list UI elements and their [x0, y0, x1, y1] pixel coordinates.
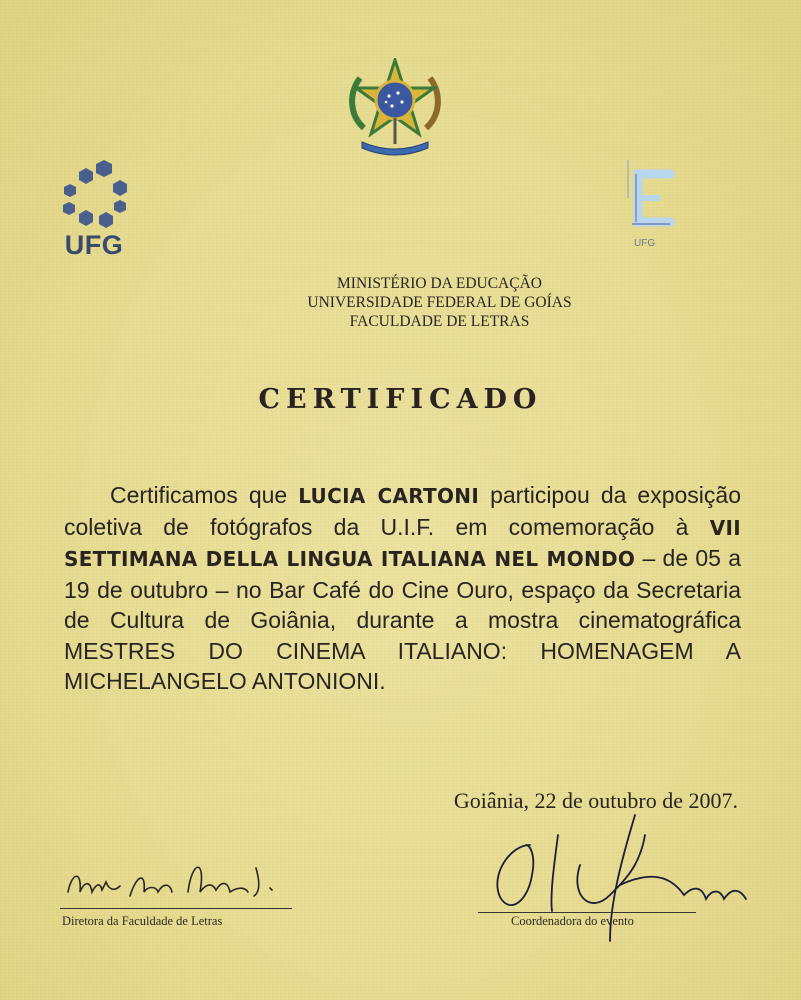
- place-and-date: Goiânia, 22 de outubro de 2007.: [453, 788, 738, 813]
- faculty-logo-text: UFG: [634, 238, 656, 249]
- coordinator-label: Coordenadora do evento: [511, 914, 634, 928]
- recipient-name: LUCIA CARTONI: [298, 484, 480, 508]
- certificate-body: [64, 480, 741, 697]
- body-middle: participou da exposição coletiva de fotógrafos da U.I.F. em comemoração à: [64, 482, 741, 540]
- certificate-title: CERTIFICADO: [258, 384, 543, 415]
- brazil-coat-of-arms-icon: [342, 58, 448, 158]
- faculty-letter-logo-icon: [618, 158, 680, 238]
- header-ministry: MINISTÉRIO DA EDUCAÇÃO: [337, 275, 542, 292]
- ufg-logo-text: UFG: [64, 230, 124, 260]
- coordinator-signature: [470, 805, 755, 955]
- header-university: UNIVERSIDADE FEDERAL DE GOÍAS: [307, 294, 572, 311]
- ufg-logo: [56, 158, 132, 268]
- ufg-hexagon-logo-icon: [56, 158, 132, 230]
- director-label: Diretora da Faculdade de Letras: [62, 914, 223, 928]
- body-end: – de 05 a 19 de outubro – no Bar Café do Cine Ouro, espaço da Secretaria de Cultura de Goiânia, durante a mostra cinematográfica MESTRES DO CINEMA ITALIANO: HOMENAGEM A MICHELANGELO ANTONIONI.: [64, 545, 741, 694]
- director-signature-line: [60, 908, 292, 909]
- body-intro: Certificamos que: [110, 482, 299, 508]
- event-name: VII SETTIMANA DELLA LINGUA ITALIANA NEL MONDO: [64, 515, 741, 571]
- institution-header: [0, 274, 801, 331]
- coordinator-signature-line: [478, 912, 696, 913]
- director-signature: [60, 852, 296, 912]
- header-faculty: FACULDADE DE LETRAS: [349, 313, 530, 330]
- faculty-logo: [618, 158, 680, 254]
